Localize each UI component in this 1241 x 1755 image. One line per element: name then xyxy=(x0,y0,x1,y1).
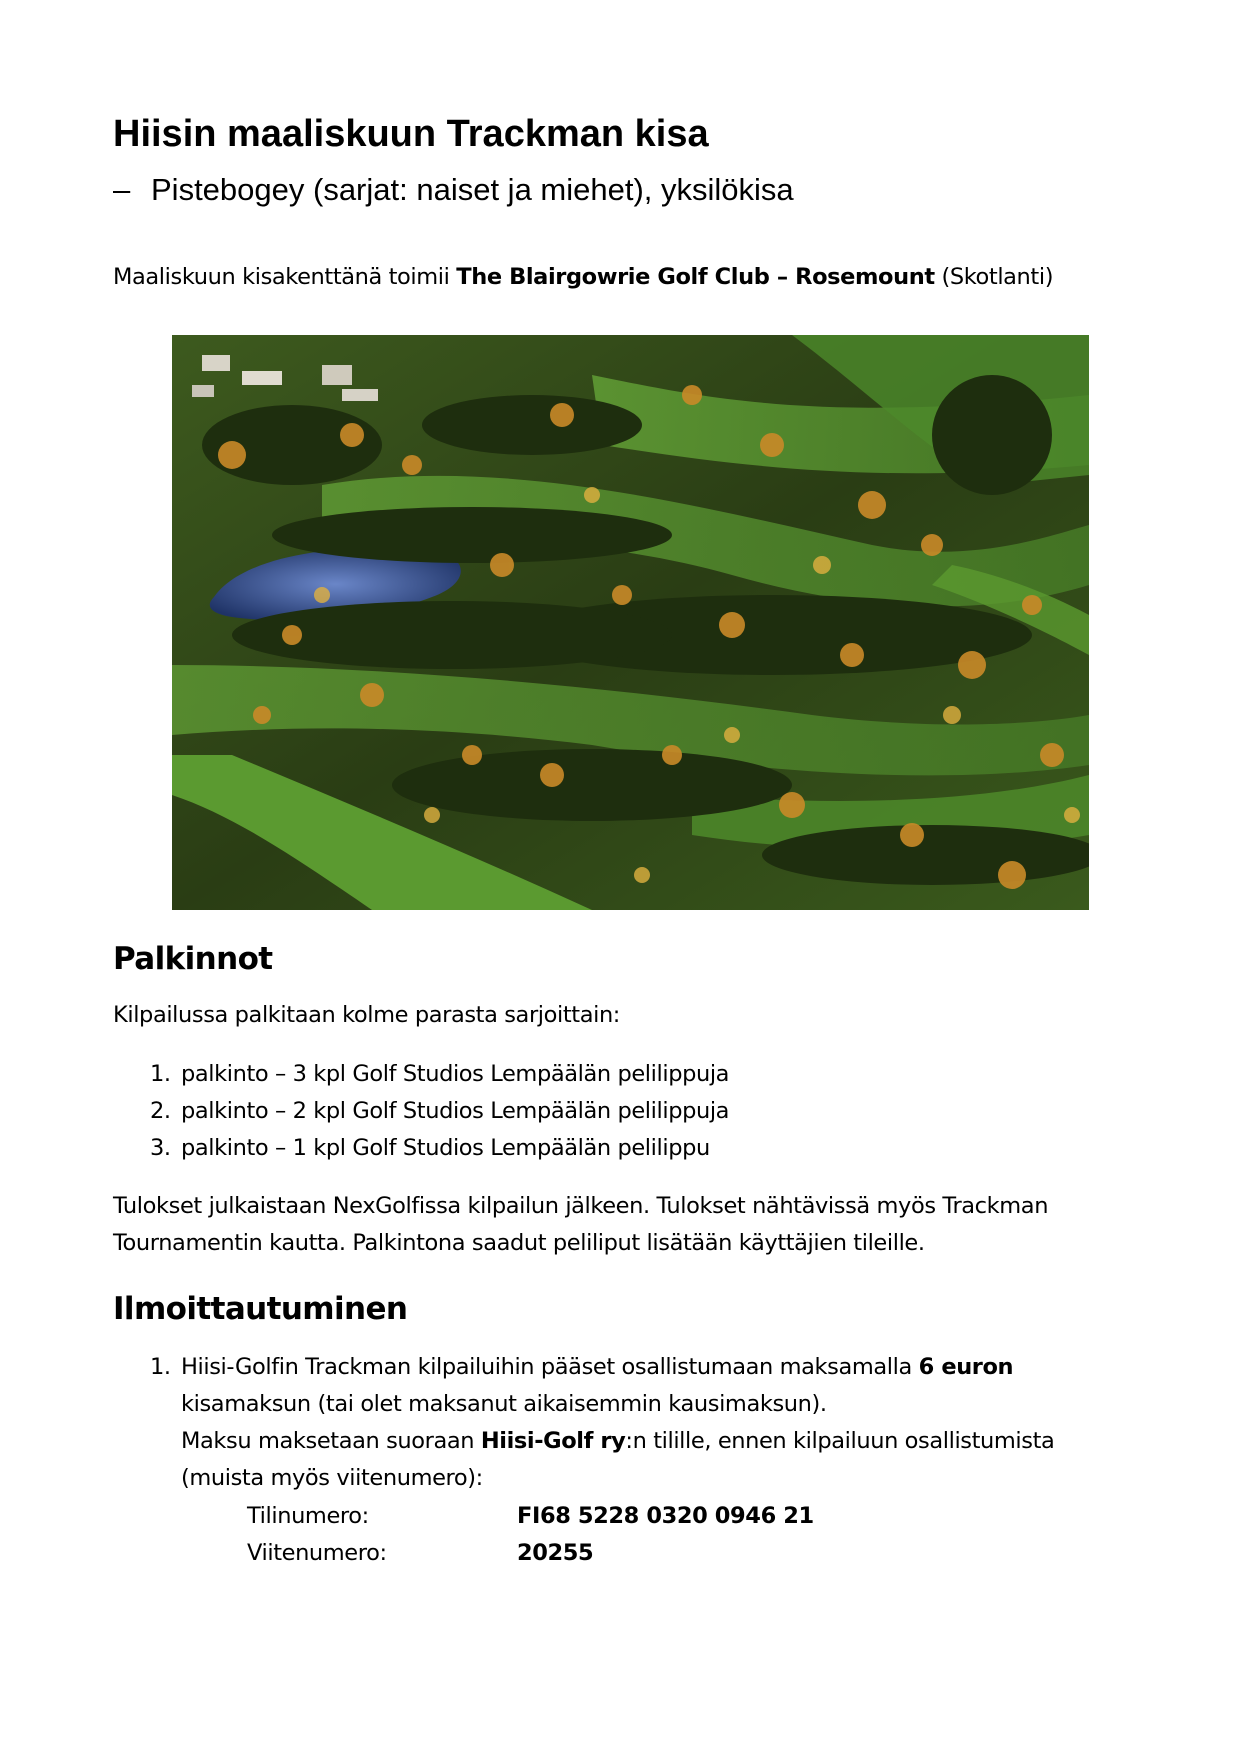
results-paragraph xyxy=(113,1188,1143,1262)
list-number: 1. xyxy=(150,1354,171,1380)
results-line: Tulokset julkaistaan NexGolfissa kilpailun jälkeen. Tulokset nähtävissä myös Trackman xyxy=(113,1193,1049,1219)
account-number: FI68 5228 0320 0946 21 xyxy=(517,1503,814,1529)
subtitle-text: Pistebogey (sarjat: naiset ja miehet), yksilökisa xyxy=(151,172,794,207)
intro-course: Rosemount xyxy=(795,264,935,290)
subtitle-dash: – xyxy=(113,172,131,207)
prize-list xyxy=(150,1056,729,1167)
signup-line: kisamaksun (tai olet maksanut aikaisemmin kausimaksun). xyxy=(181,1391,827,1417)
list-item xyxy=(150,1056,729,1093)
golf-course-photo xyxy=(172,335,1089,910)
intro-sep: – xyxy=(769,264,796,290)
signup-line3-suffix: :n tilille, ennen kilpailuun osallistumista xyxy=(625,1428,1055,1454)
list-text: palkinto – 1 kpl Golf Studios Lempäälän pelilippu xyxy=(181,1135,710,1161)
intro-paragraph xyxy=(113,259,1053,296)
signup-item-content xyxy=(181,1349,1054,1497)
list-text: palkinto – 2 kpl Golf Studios Lempäälän pelilippuja xyxy=(181,1098,730,1124)
payee-name: Hiisi-Golf ry xyxy=(480,1428,626,1454)
list-item xyxy=(150,1130,729,1167)
signup-line1-text: Hiisi-Golfin Trackman kilpailuihin pääset osallistumaan maksamalla xyxy=(181,1354,919,1380)
signup-line3-text: Maksu maksetaan suoraan xyxy=(181,1428,481,1454)
list-item xyxy=(150,1093,729,1130)
signup-line: (muista myös viitenumero): xyxy=(181,1465,483,1491)
list-text: palkinto – 3 kpl Golf Studios Lempäälän pelilippuja xyxy=(181,1061,730,1087)
list-number: 2. xyxy=(150,1098,171,1124)
reference-label: Viitenumero: xyxy=(247,1540,387,1566)
signup-line xyxy=(181,1423,1054,1460)
prizes-intro: Kilpailussa palkitaan kolme parasta sarjoittain: xyxy=(113,1002,620,1028)
account-row xyxy=(247,1498,814,1535)
reference-row xyxy=(247,1535,814,1572)
signup-heading: Ilmoittautuminen xyxy=(113,1291,408,1327)
signup-list xyxy=(150,1349,1150,1497)
intro-suffix: (Skotlanti) xyxy=(934,264,1054,290)
page-title: Hiisin maaliskuun Trackman kisa xyxy=(113,113,709,155)
fee-amount: 6 euron xyxy=(918,1354,1014,1380)
intro-club: The Blairgowrie Golf Club xyxy=(456,264,770,290)
list-number: 3. xyxy=(150,1135,171,1161)
results-line: Tournamentin kautta. Palkintona saadut peliliput lisätään käyttäjien tileille. xyxy=(113,1230,925,1256)
prizes-heading: Palkinnot xyxy=(113,941,273,977)
signup-line xyxy=(181,1349,1054,1386)
golf-course-aerial-icon xyxy=(172,335,1089,910)
list-item xyxy=(150,1349,1150,1497)
account-label: Tilinumero: xyxy=(247,1503,369,1529)
reference-number: 20255 xyxy=(517,1540,594,1566)
page-subtitle xyxy=(113,171,794,208)
bank-details xyxy=(247,1498,814,1572)
intro-prefix: Maaliskuun kisakenttänä toimii xyxy=(113,264,457,290)
list-number: 1. xyxy=(150,1061,171,1087)
